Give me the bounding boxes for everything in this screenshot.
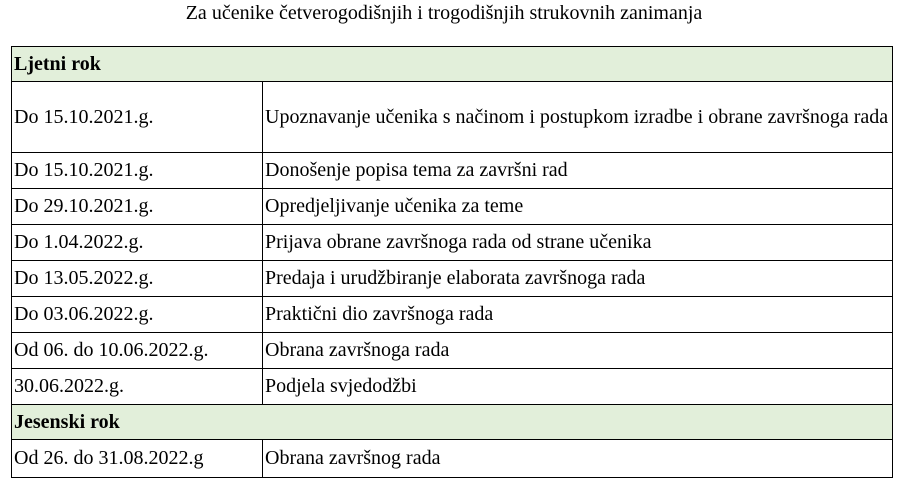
- date-cell: Do 15.10.2021.g.: [12, 82, 263, 153]
- table-row: [12, 369, 893, 405]
- section-heading: Ljetni rok: [12, 47, 893, 82]
- activity-cell: Prijava obrane završnoga rada od strane učenika: [263, 225, 893, 261]
- table-row: [12, 297, 893, 333]
- activity-cell: Upoznavanje učenika s načinom i postupkom izradbe i obrane završnoga rada: [263, 82, 893, 153]
- date-cell: Od 26. do 31.08.2022.g: [12, 440, 263, 478]
- schedule-table: [11, 46, 893, 478]
- activity-cell: Podjela svjedodžbi: [263, 369, 893, 405]
- activity-cell: Obrana završnog rada: [263, 440, 893, 478]
- section-heading: Jesenski rok: [12, 405, 893, 440]
- table-row: [12, 189, 893, 225]
- date-cell: Do 13.05.2022.g.: [12, 261, 263, 297]
- date-cell: Do 1.04.2022.g.: [12, 225, 263, 261]
- section-header-row: [12, 47, 893, 82]
- activity-cell: Predaja i urudžbiranje elaborata završnoga rada: [263, 261, 893, 297]
- table-row: [12, 440, 893, 478]
- activity-cell: Donošenje popisa tema za završni rad: [263, 153, 893, 189]
- date-cell: Do 29.10.2021.g.: [12, 189, 263, 225]
- document-title: Za učenike četverogodišnjih i trogodišnjih strukovnih zanimanja: [185, 2, 703, 24]
- table-row: [12, 261, 893, 297]
- table-row: [12, 153, 893, 189]
- date-cell: Do 03.06.2022.g.: [12, 297, 263, 333]
- table-row: [12, 82, 893, 153]
- table-row: [12, 225, 893, 261]
- date-cell: 30.06.2022.g.: [12, 369, 263, 405]
- date-cell: Od 06. do 10.06.2022.g.: [12, 333, 263, 369]
- table-row: [12, 333, 893, 369]
- date-cell: Do 15.10.2021.g.: [12, 153, 263, 189]
- activity-cell: Obrana završnoga rada: [263, 333, 893, 369]
- section-header-row: [12, 405, 893, 440]
- activity-cell: Opredjeljivanje učenika za teme: [263, 189, 893, 225]
- activity-cell: Praktični dio završnoga rada: [263, 297, 893, 333]
